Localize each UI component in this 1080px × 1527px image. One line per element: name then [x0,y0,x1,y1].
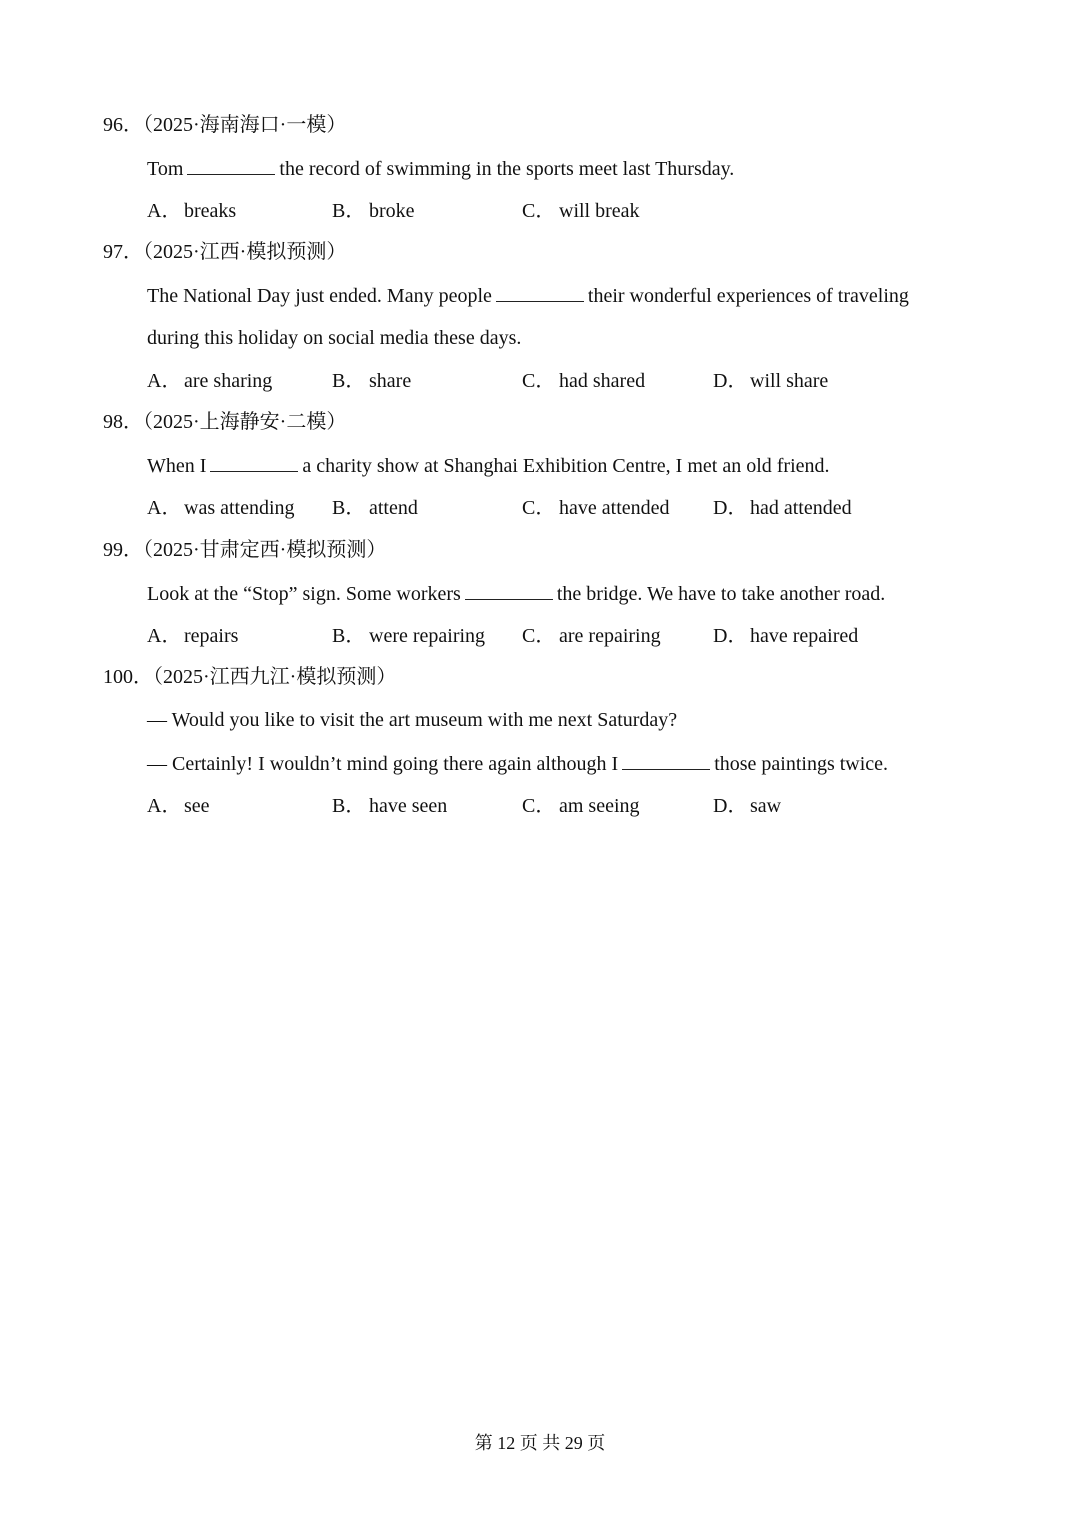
option-a [147,794,210,818]
option-letter: A． [147,497,182,519]
stem-text: the record of swimming in the sports meet last Thursday. [279,158,735,180]
option-letter: B． [332,625,366,647]
option-letter: B． [332,497,366,519]
stem-text: The National Day just ended. Many people [147,285,492,307]
option-letter: A． [147,370,182,392]
dialogue-line: — Would you like to visit the art museum with me next Saturday? [147,709,678,731]
option-text: breaks [184,200,237,222]
option-c [522,199,640,223]
question-number: 98． [103,411,143,433]
option-text: had attended [750,497,852,519]
question-stem [147,283,909,308]
option-text: attend [369,497,418,519]
question-header [103,538,386,562]
option-letter: B． [332,795,366,817]
option-a [147,199,236,223]
stem-text: a charity show at Shanghai Exhibition Centre, I met an old friend. [302,455,830,477]
option-letter: A． [147,795,182,817]
option-d [713,624,858,648]
option-b [332,199,415,223]
option-letter: D． [713,370,748,392]
option-letter: D． [713,497,748,519]
option-text: have repaired [750,625,859,647]
question-header [103,240,346,264]
answer-blank [496,283,584,302]
option-text: see [184,795,210,817]
answer-blank [622,751,710,770]
option-a [147,496,295,520]
option-c [522,794,640,818]
option-text: share [369,370,412,392]
option-letter: A． [147,200,182,222]
option-c [522,624,661,648]
option-text: are sharing [184,370,273,392]
option-text: saw [750,795,782,817]
question-source: （2025·江西九江·模拟预测） [153,666,397,688]
option-letter: C． [522,497,556,519]
stem-text: those paintings twice. [714,753,889,775]
stem-text: their wonderful experiences of traveling [587,285,909,307]
option-b [332,496,418,520]
answer-blank [210,453,298,472]
question-stem [147,156,734,181]
option-text: was attending [184,497,295,519]
option-d [713,794,781,818]
option-text: had shared [559,370,646,392]
option-a [147,624,238,648]
question-stem [147,453,830,478]
option-letter: B． [332,370,366,392]
stem-text: — Certainly! I wouldn’t mind going there again although I [147,753,619,775]
question-source: （2025·上海静安·二模） [143,411,347,433]
option-letter: C． [522,795,556,817]
question-source: （2025·甘肃定西·模拟预测） [143,539,387,561]
option-c [522,369,645,393]
question-number: 100． [103,666,153,688]
answer-blank [465,581,553,600]
option-text: have attended [559,497,670,519]
option-text: am seeing [559,795,640,817]
option-d [713,369,828,393]
option-letter: A． [147,625,182,647]
option-text: will break [559,200,640,222]
answer-blank [187,156,275,175]
option-text: will share [750,370,829,392]
option-text: are repairing [559,625,661,647]
question-stem-continued: during this holiday on social media these days. [147,327,522,349]
stem-text: Look at the “Stop” sign. Some workers [147,583,461,605]
option-letter: B． [332,200,366,222]
question-source: （2025·江西·模拟预测） [143,241,347,263]
option-b [332,369,411,393]
question-header [103,113,346,137]
option-text: broke [369,200,415,222]
option-b [332,624,485,648]
stem-text: Tom [147,158,184,180]
question-number: 97． [103,241,143,263]
option-letter: D． [713,795,748,817]
option-letter: C． [522,370,556,392]
option-text: were repairing [369,625,486,647]
option-letter: C． [522,200,556,222]
option-text: repairs [184,625,239,647]
option-letter: D． [713,625,748,647]
stem-text: the bridge. We have to take another road. [556,583,886,605]
option-a [147,369,272,393]
option-c [522,496,670,520]
question-number: 99． [103,539,143,561]
option-letter: C． [522,625,556,647]
question-stem [147,581,885,606]
question-source: （2025·海南海口·一模） [143,114,347,136]
question-header [103,410,346,434]
stem-text: When I [147,455,207,477]
question-number: 96． [103,114,143,136]
option-d [713,496,852,520]
question-header [103,665,396,689]
option-b [332,794,447,818]
option-text: have seen [369,795,448,817]
dialogue-line [147,751,888,776]
page-footer: 第 12 页 共 29 页 [474,1433,606,1453]
